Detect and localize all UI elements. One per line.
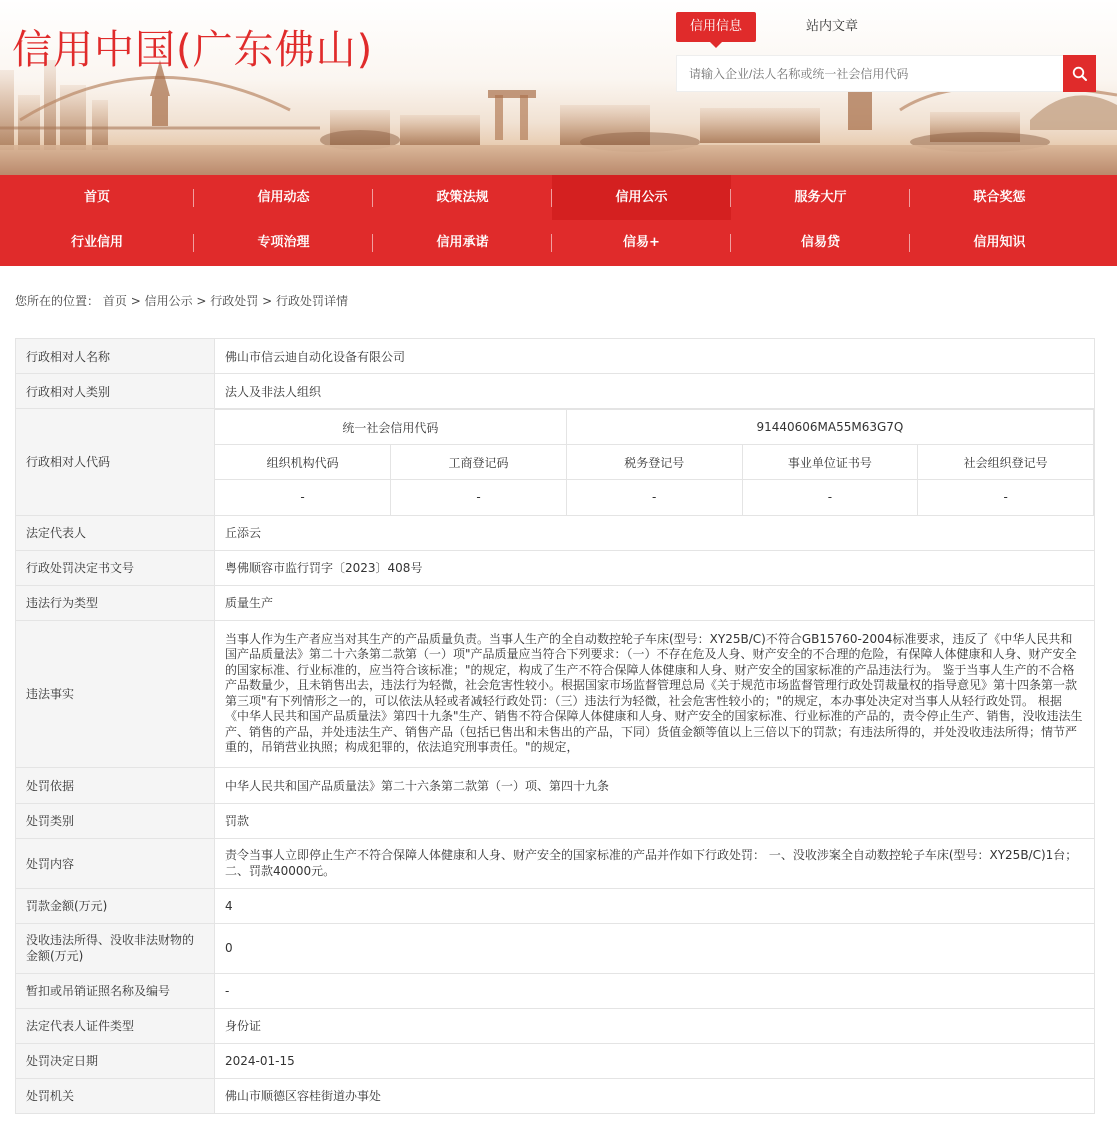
category-value: 罚款 xyxy=(215,803,1095,838)
basis-value: 中华人民共和国产品质量法》第二十六条第二款第（一）项、第四十九条 xyxy=(215,767,1095,803)
type-label: 行政相对人类别 xyxy=(16,374,215,409)
violation-type-value: 质量生产 xyxy=(215,585,1095,620)
tab-credit-info[interactable]: 信用信息 xyxy=(676,12,756,42)
business-reg-header: 工商登记码 xyxy=(391,445,567,480)
fine-value: 4 xyxy=(215,888,1095,923)
social-org-header: 社会组织登记号 xyxy=(918,445,1094,480)
table-row xyxy=(16,1043,1095,1078)
uscc-label: 统一社会信用代码 xyxy=(215,410,566,445)
penalty-detail-table xyxy=(15,338,1095,1114)
table-row xyxy=(16,409,1095,516)
social-org-value: - xyxy=(918,480,1094,515)
authority-value: 佛山市顺德区容桂街道办事处 xyxy=(215,1078,1095,1113)
org-code-header: 组织机构代码 xyxy=(215,445,391,480)
table-row xyxy=(16,1078,1095,1113)
confiscation-label: 没收违法所得、没收非法财物的金额(万元) xyxy=(16,923,215,973)
doc-no-value: 粤佛顺容市监行罚字〔2023〕408号 xyxy=(215,550,1095,585)
table-row xyxy=(16,515,1095,550)
search-input[interactable] xyxy=(676,55,1064,92)
nav-item-credit-knowledge[interactable]: 信用知识 xyxy=(973,235,1026,250)
header-banner xyxy=(0,0,1117,175)
date-value: 2024-01-15 xyxy=(215,1043,1095,1078)
code-value-cell xyxy=(215,409,1095,516)
breadcrumb-separator: > xyxy=(130,294,145,308)
search-button[interactable] xyxy=(1063,55,1096,92)
violation-type-label: 违法行为类型 xyxy=(16,585,215,620)
facts-value: 当事人作为生产者应当对其生产的产品质量负责。当事人生产的全自动数控轮子车床(型号：XY25B/C)不符合GB15760-2004标准要求，违反了《中华人民共和国产品质量法》第二十六条第二款第（一）项"产品质量应当符合下列要求：（一）不存在危及人身、财产安全的不合理的危险，有保障人体健康和人身、财产安全的国家标准、行业标准的，应当符合该标准；"的规定，构成了生产不符合保障人体健康和人身、财产安全的国家标准的产品违法行为。 鉴于当事人生产的不合格产品数量少，且未销售出去，违法行为轻微，社会危害性较小。根据国家市场监督管理总局《关于规范市场监督管理行政处罚裁量权的指导意见》第十四条第一款第三项"有下列情形之一的，可以依法从轻或者减轻行政处罚：（三）违法行为轻微，社会危害性较小的；"的规定，本办事处决定对当事人从轻行政处罚。 根据《中华人民共和国产品质量法》第四十九条"生产、销售不符合保障人体健康和人身、财产安全的国家标准、行业标准的产品的，责令停止生产、销售，没收违法生产、销售的产品，并处违法生产、销售产品（包括已售出和未售出的产品，下同）货值金额等值以上三倍以下的罚款；有违法所得的，并处没收违法所得；情节严重的，吊销营业执照；构成犯罪的，依法追究刑事责任。"的规定， xyxy=(215,620,1095,767)
breadcrumb-prefix: 您所在的位置： xyxy=(15,294,100,308)
nav-item-rewards-punishments[interactable]: 联合奖惩 xyxy=(973,190,1026,205)
table-row xyxy=(16,1008,1095,1043)
tab-site-articles[interactable]: 站内文章 xyxy=(806,19,859,34)
nav-item-service-hall[interactable]: 服务大厅 xyxy=(731,175,910,220)
table-row xyxy=(16,838,1095,888)
nav-row-2 xyxy=(0,220,1117,266)
breadcrumb-separator: > xyxy=(196,294,211,308)
legal-rep-label: 法定代表人 xyxy=(16,515,215,550)
doc-no-label: 行政处罚决定书文号 xyxy=(16,550,215,585)
fine-label: 罚款金额(万元) xyxy=(16,888,215,923)
id-type-label: 法定代表人证件类型 xyxy=(16,1008,215,1043)
type-value: 法人及非法人组织 xyxy=(215,374,1095,409)
authority-label: 处罚机关 xyxy=(16,1078,215,1113)
nav-item-credit-news[interactable]: 信用动态 xyxy=(194,175,373,220)
nav-item-home[interactable]: 首页 xyxy=(0,175,194,220)
breadcrumb-admin-penalty[interactable]: 行政处罚 xyxy=(210,294,259,308)
table-row xyxy=(16,888,1095,923)
breadcrumb-separator: > xyxy=(262,294,276,308)
table-row xyxy=(16,585,1095,620)
table-row xyxy=(16,923,1095,973)
breadcrumb-credit-publicity[interactable]: 信用公示 xyxy=(144,294,193,308)
nav-item-credit-commitment[interactable]: 信用承诺 xyxy=(373,220,552,266)
name-value: 佛山市信云迪自动化设备有限公司 xyxy=(215,339,1095,374)
institution-cert-value: - xyxy=(742,480,918,515)
nav-row-1 xyxy=(0,175,1117,220)
nav-item-industry-credit[interactable]: 行业信用 xyxy=(0,220,194,266)
breadcrumb xyxy=(15,292,348,309)
content-value: 责令当事人立即停止生产不符合保障人体健康和人身、财产安全的国家标准的产品并作如下行政处罚： 一、没收涉案全自动数控轮子车床(型号：XY25B/C)1台； 二、罚款40000元。 xyxy=(215,838,1095,888)
code-subtable xyxy=(215,409,1094,515)
table-row xyxy=(16,550,1095,585)
table-row xyxy=(16,374,1095,409)
tax-reg-value: - xyxy=(566,480,742,515)
legal-rep-value: 丘添云 xyxy=(215,515,1095,550)
nav-item-special-governance[interactable]: 专项治理 xyxy=(194,220,373,266)
table-row xyxy=(16,803,1095,838)
breadcrumb-home[interactable]: 首页 xyxy=(102,294,127,308)
main-nav xyxy=(0,175,1117,266)
date-label: 处罚决定日期 xyxy=(16,1043,215,1078)
table-row xyxy=(16,973,1095,1008)
search-icon xyxy=(1072,66,1088,82)
table-row xyxy=(16,767,1095,803)
search-tabs xyxy=(676,12,872,42)
table-row xyxy=(215,480,1094,515)
table-row xyxy=(215,410,1094,445)
table-row xyxy=(215,445,1094,480)
code-label: 行政相对人代码 xyxy=(16,409,215,516)
license-value: - xyxy=(215,973,1095,1008)
confiscation-value: 0 xyxy=(215,923,1095,973)
content-label: 处罚内容 xyxy=(16,838,215,888)
category-label: 处罚类别 xyxy=(16,803,215,838)
uscc-value: 91440606MA55M63G7Q xyxy=(566,410,1093,445)
name-label: 行政相对人名称 xyxy=(16,339,215,374)
org-code-value: - xyxy=(215,480,391,515)
table-row xyxy=(16,339,1095,374)
nav-item-xinyi-loan[interactable]: 信易贷 xyxy=(731,220,910,266)
institution-cert-header: 事业单位证书号 xyxy=(742,445,918,480)
basis-label: 处罚依据 xyxy=(16,767,215,803)
site-title[interactable]: 信用中国(广东佛山) xyxy=(12,27,374,73)
license-label: 暂扣或吊销证照名称及编号 xyxy=(16,973,215,1008)
business-reg-value: - xyxy=(391,480,567,515)
facts-label: 违法事实 xyxy=(16,620,215,767)
id-type-value: 身份证 xyxy=(215,1008,1095,1043)
nav-item-policies[interactable]: 政策法规 xyxy=(373,175,552,220)
breadcrumb-current: 行政处罚详情 xyxy=(276,294,349,308)
table-row xyxy=(16,620,1095,767)
nav-item-credit-publicity[interactable]: 信用公示 xyxy=(552,175,731,220)
tax-reg-header: 税务登记号 xyxy=(566,445,742,480)
nav-item-xinyi-plus[interactable]: 信易+ xyxy=(552,220,731,266)
